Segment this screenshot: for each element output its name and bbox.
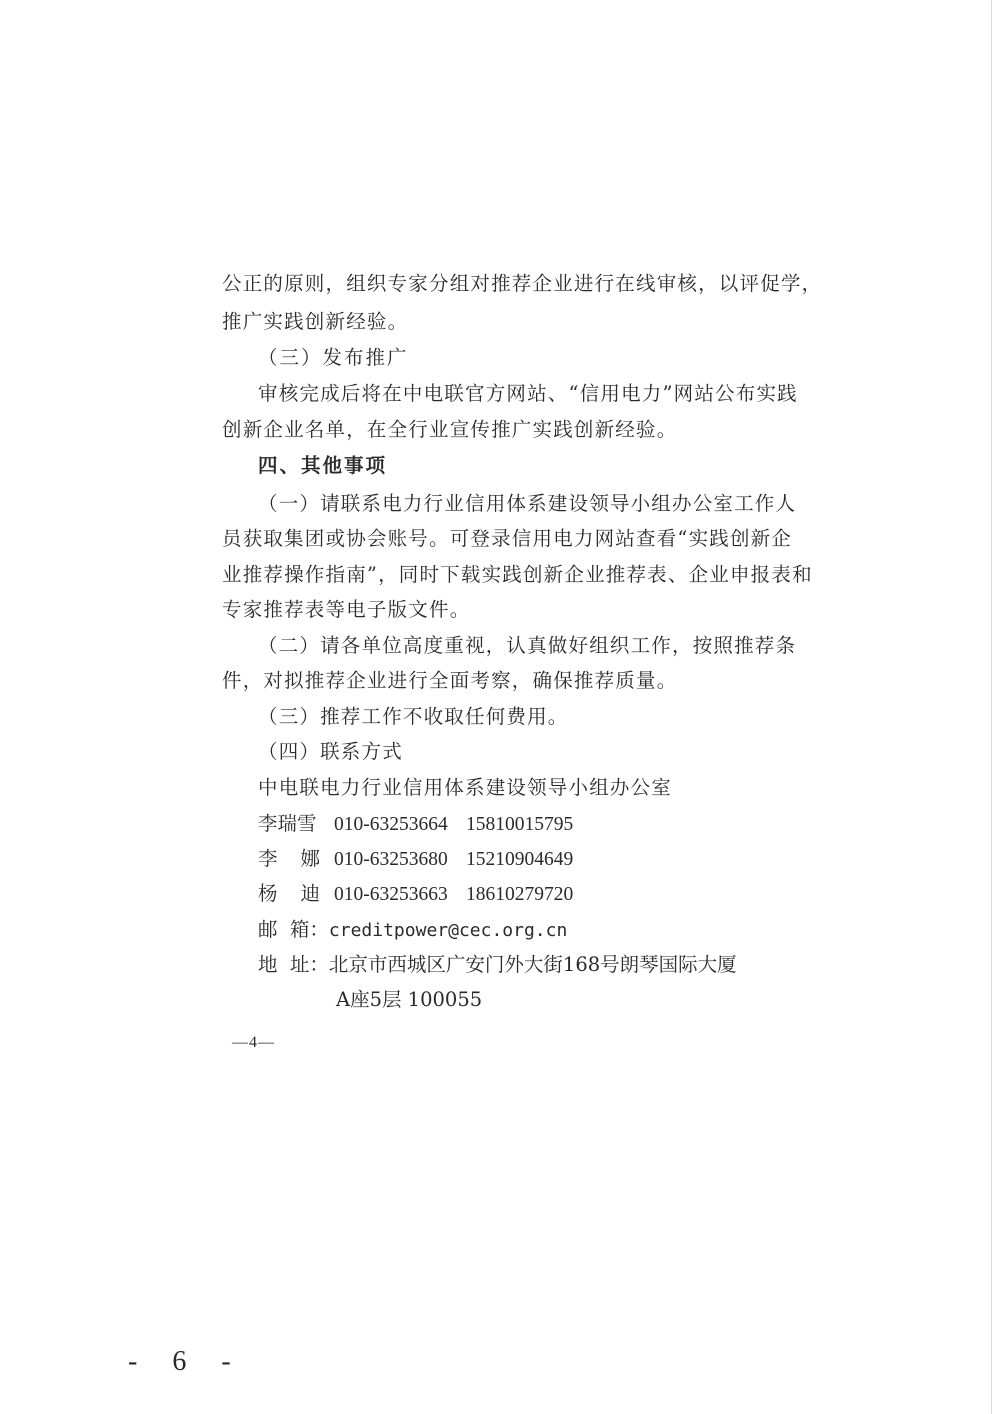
contact-office: 中电联电力行业信用体系建设领导小组办公室	[258, 776, 673, 799]
paragraph-line: （一）请联系电力行业信用体系建设领导小组办公室工作人	[258, 492, 797, 515]
paragraph-line: 创新企业名单，在全行业宣传推广实践创新经验。	[222, 418, 678, 441]
contact-tel: 010-63253680	[334, 849, 448, 870]
email-value: creditpower@cec.org.cn	[328, 920, 568, 941]
paragraph-line: （三）推荐工作不收取任何费用。	[258, 705, 569, 728]
section-heading-other: 四、其他事项	[258, 454, 388, 477]
paragraph-line: 公正的原则，组织专家分组对推荐企业进行在线审核，以评促学，	[222, 272, 823, 295]
contact-name: 李娜	[258, 847, 344, 870]
paragraph-line: 审核完成后将在中电联官方网站、“信用电力”网站公布实践	[258, 382, 798, 405]
address-continuation: A座5层 100055	[336, 988, 483, 1011]
inner-page-number: —4—	[232, 1034, 275, 1051]
contact-person	[258, 882, 573, 907]
paragraph-line: （二）请各单位高度重视，认真做好组织工作，按照推荐条	[258, 634, 797, 657]
outer-page-number: - 6 -	[128, 1346, 245, 1377]
contact-name: 杨迪	[258, 882, 344, 905]
contact-tel: 010-63253664	[334, 814, 448, 835]
paragraph-line: 专家推荐表等电子版文件。	[222, 598, 471, 621]
paragraph-line: （四）联系方式	[258, 740, 403, 763]
paragraph-line: 员获取集团或协会账号。可登录信用电力网站查看“实践创新企	[222, 527, 793, 550]
paragraph-line: 业推荐操作指南”，同时下载实践创新企业推荐表、企业申报表和	[222, 563, 813, 586]
scan-edge	[991, 0, 992, 1414]
contact-mobile: 15210904649	[466, 849, 574, 870]
contact-person	[258, 847, 573, 872]
contact-email-row	[258, 918, 567, 943]
section-heading-publish: （三）发布推广	[258, 346, 409, 369]
contact-person	[258, 812, 573, 837]
paragraph-line: 件，对拟推荐企业进行全面考察，确保推荐质量。	[222, 669, 678, 692]
address-value: 北京市西城区广安门外大街168号朗琴国际大厦	[328, 953, 737, 976]
contact-address-row	[258, 953, 737, 977]
address-label: 地 址：	[258, 953, 329, 976]
paragraph-line: 推广实践创新经验。	[222, 310, 409, 333]
contact-mobile: 18610279720	[466, 884, 574, 905]
contact-name: 李瑞雪	[258, 812, 317, 835]
email-label: 邮 箱：	[258, 918, 329, 941]
contact-tel: 010-63253663	[334, 884, 448, 905]
contact-mobile: 15810015795	[466, 814, 574, 835]
